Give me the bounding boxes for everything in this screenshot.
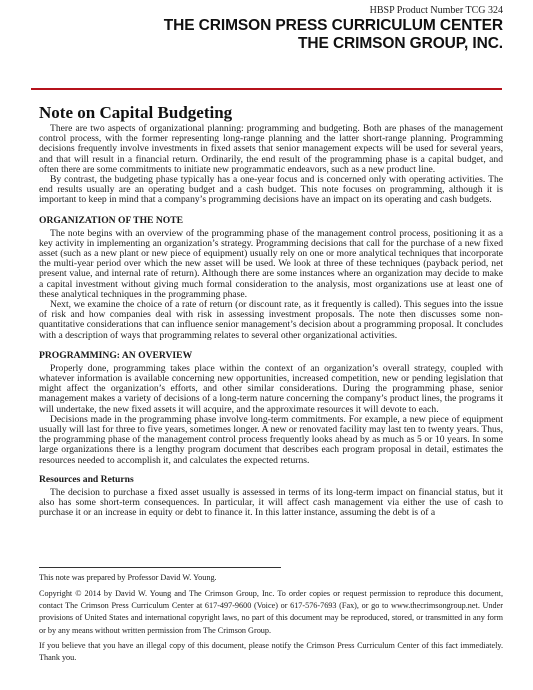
illegal-copy-notice: If you believe that you have an illegal copy of this document, please notify the Crimson Press Curriculum Center of this fact immediately. Thank you. (39, 641, 503, 663)
intro-paragraph: By contrast, the budgeting phase typically has a one-year focus and is concerned only with operating activities. The end results usually are an operating budget and a cash budget. This note focuses on programming, although it is important to keep in mind that a company’s programming decisions have an impact on its operating and cash budgets. (39, 174, 503, 206)
body-paragraph: Next, we examine the choice of a rate of return (or discount rate, as it frequently is called). This segues into the issue of risk and how companies deal with risk in assessing investment proposals. The note then discusses some non-quantitative considerations that can influence senior management’s decision about a programming proposal. It concludes with a description of ways that programming relates to several other organizational activities. (39, 299, 503, 341)
subsection-heading: Resources and Returns (39, 473, 134, 485)
document-body (39, 124, 503, 519)
header-divider (31, 88, 502, 90)
footnote-divider (39, 567, 281, 568)
body-paragraph: Properly done, programming takes place within the context of an organization’s overall strategy, coupled with whatever information is available concerning new opportunities, increased competition, new or pending legislation that might affect the organization’s efforts, and other similar considerations. During the programming phase, senior management makes a variety of decisions of a long-term nature concerning the company’s product lines, the programs it will undertake, the new fixed assets it will acquire, and the approximate resources it will devote to each. (39, 362, 503, 415)
body-paragraph: The note begins with an overview of the programming phase of the management control process, positioning it as a key activity in implementing an organization’s strategy. Programming decisions that call for the purchase of a new fixed asset (such as a new plant or new piece of equipment) usually rely on one or more analytical techniques that incorporate the multi-year period over which the new asset will be used. We look at three of these techniques (payback period, net present value, and internal rate of return). Although there are some instances where an organization may decide to make a capital investment without giving much formal consideration to the analysis, most organizations use at least one of these analytical techniques in the programming phase. (39, 227, 503, 300)
intro-paragraph: There are two aspects of organizational planning: programming and budgeting. Both are phases of the management control process, with the former representing long-range planning and the latter short-range planning. Programming decisions frequently involve investments in fixed assets that senior management expects will be used for several years, and that will result in a financial return. Ordinarily, the end result of the programming phase is a capital budget, and often there are some commitments to initiate new programmatic endeavors, such as a new product line. (39, 123, 503, 175)
company-name: THE CRIMSON GROUP, INC. (298, 35, 503, 52)
section-heading: PROGRAMMING: AN OVERVIEW (39, 349, 193, 361)
body-paragraph: The decision to purchase a fixed asset usually is assessed in terms of its long-term impact on financial status, but it also has some short-term consequences. In particular, it will affect cash management via either the use of cash to purchase it or an increase in equity or debt to finance it. In this latter instance, assuming the debt is of a (39, 486, 503, 519)
publisher-name: THE CRIMSON PRESS CURRICULUM CENTER (163, 17, 503, 34)
document-title: Note on Capital Budgeting (39, 103, 233, 122)
product-number: HBSP Product Number TCG 324 (369, 5, 503, 16)
prepared-by-note: This note was prepared by Professor David W. Young. (39, 573, 217, 582)
section-heading: ORGANIZATION OF THE NOTE (39, 214, 184, 226)
copyright-notice: Copyright © 2014 by David W. Young and The Crimson Group, Inc. To order copies or request permission to reproduce this document, contact The Crimson Press Curriculum Center at 617-497-9600 (Voice) or 617-576-7693 (Fax), or go to www.thecrimsongroup.net. Under provisions of United States and international copyright laws, no part of this document may be reproduced, stored, or transmitted in any form or by any means without written permission from The Crimson Group. (39, 589, 503, 635)
body-paragraph: Decisions made in the programming phase involve long-term commitments. For example, a new piece of equipment usually will last for three to five years, sometimes longer. A new or renovated facility may last ten to twenty years. Thus, the programming phase of the management control process frequently looks ahead by as much as 5 or 10 years. In some large organizations there is a lengthy program document that describes each program proposal in detail, estimates the resources needed to accomplish it, and calculates the expected returns. (39, 413, 503, 466)
